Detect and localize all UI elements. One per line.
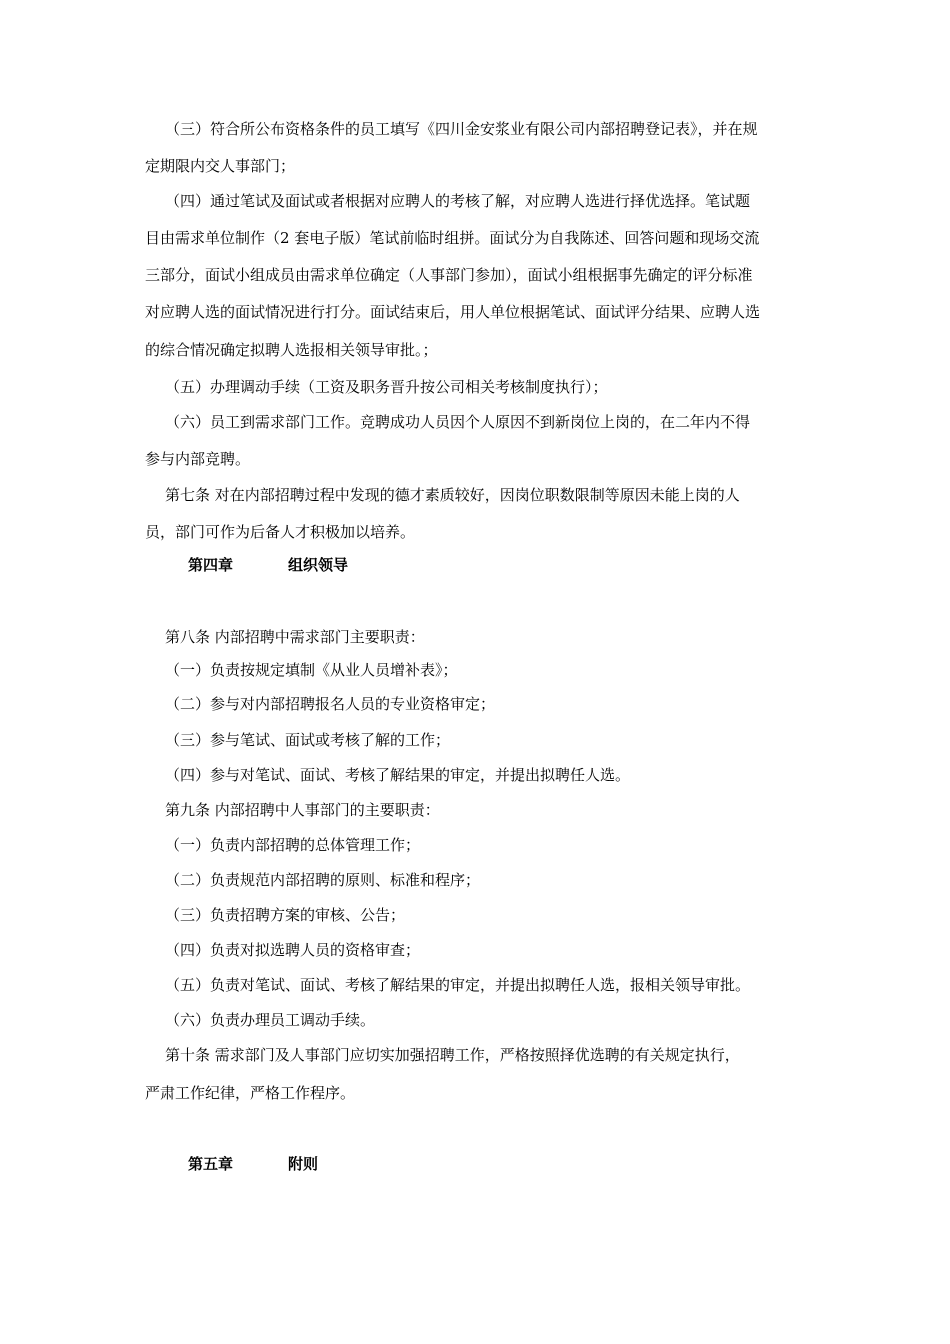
paragraph-line: 目由需求单位制作（2 套电子版）笔试前临时组拼。面试分为自我陈述、回答问题和现场交流 — [145, 229, 760, 247]
paragraph-line: 严肃工作纪律，严格工作程序。 — [145, 1084, 356, 1102]
paragraph-line: （一）负责按规定填制《从业人员增补表》； — [165, 661, 458, 679]
paragraph-line: 员，部门可作为后备人才积极加以培养。 — [145, 523, 416, 541]
paragraph-line: 对应聘人选的面试情况进行打分。面试结束后，用人单位根据笔试、面试评分结果、应聘人选 — [145, 303, 761, 321]
paragraph-line: （四）参与对笔试、面试、考核了解结果的审定，并提出拟聘任人选。 — [165, 766, 631, 784]
chapter-5-number: 第五章 — [188, 1155, 234, 1173]
paragraph-line: （三）符合所公布资格条件的员工填写《四川金安浆业有限公司内部招聘登记表》，并在规 — [165, 120, 758, 138]
paragraph-line: 三部分，面试小组成员由需求单位确定（人事部门参加），面试小组根据事先确定的评分标准 — [145, 266, 753, 284]
paragraph-line: 定期限内交人事部门； — [145, 157, 296, 175]
paragraph-line: （三）参与笔试、面试或考核了解的工作； — [165, 731, 451, 749]
paragraph-line: 的综合情况确定拟聘人选报相关领导审批。； — [145, 341, 438, 359]
chapter-4-number: 第四章 — [188, 556, 234, 574]
paragraph-line: （三）负责招聘方案的审核、公告； — [165, 906, 406, 924]
paragraph-line: 第八条 内部招聘中需求部门主要职责： — [165, 628, 425, 646]
paragraph-line: （四）负责对拟选聘人员的资格审查； — [165, 941, 421, 959]
chapter-4-title: 组织领导 — [288, 556, 349, 574]
paragraph-line: （四）通过笔试及面试或者根据对应聘人的考核了解，对应聘人选进行择优选择。笔试题 — [165, 192, 751, 210]
paragraph-line: （六）员工到需求部门工作。竞聘成功人员因个人原因不到新岗位上岗的，在二年内不得 — [165, 413, 751, 431]
chapter-5-title: 附则 — [288, 1155, 319, 1173]
paragraph-line: （六）负责办理员工调动手续。 — [165, 1011, 376, 1029]
paragraph-line: （一）负责内部招聘的总体管理工作； — [165, 836, 421, 854]
paragraph-line: （五）负责对笔试、面试、考核了解结果的审定，并提出拟聘任人选，报相关领导审批。 — [165, 976, 751, 994]
paragraph-line: 第九条 内部招聘中人事部门的主要职责： — [165, 801, 440, 819]
paragraph-line: （二）负责规范内部招聘的原则、标准和程序； — [165, 871, 481, 889]
paragraph-line: 第七条 对在内部招聘过程中发现的德才素质较好，因岗位职数限制等原因未能上岗的人 — [165, 486, 740, 504]
paragraph-line: 第十条 需求部门及人事部门应切实加强招聘工作，严格按照择优选聘的有关规定执行， — [165, 1046, 740, 1064]
paragraph-line: 参与内部竞聘。 — [145, 450, 251, 468]
paragraph-line: （二）参与对内部招聘报名人员的专业资格审定； — [165, 695, 496, 713]
paragraph-line: （五）办理调动手续（工资及职务晋升按公司相关考核制度执行）； — [165, 378, 608, 396]
